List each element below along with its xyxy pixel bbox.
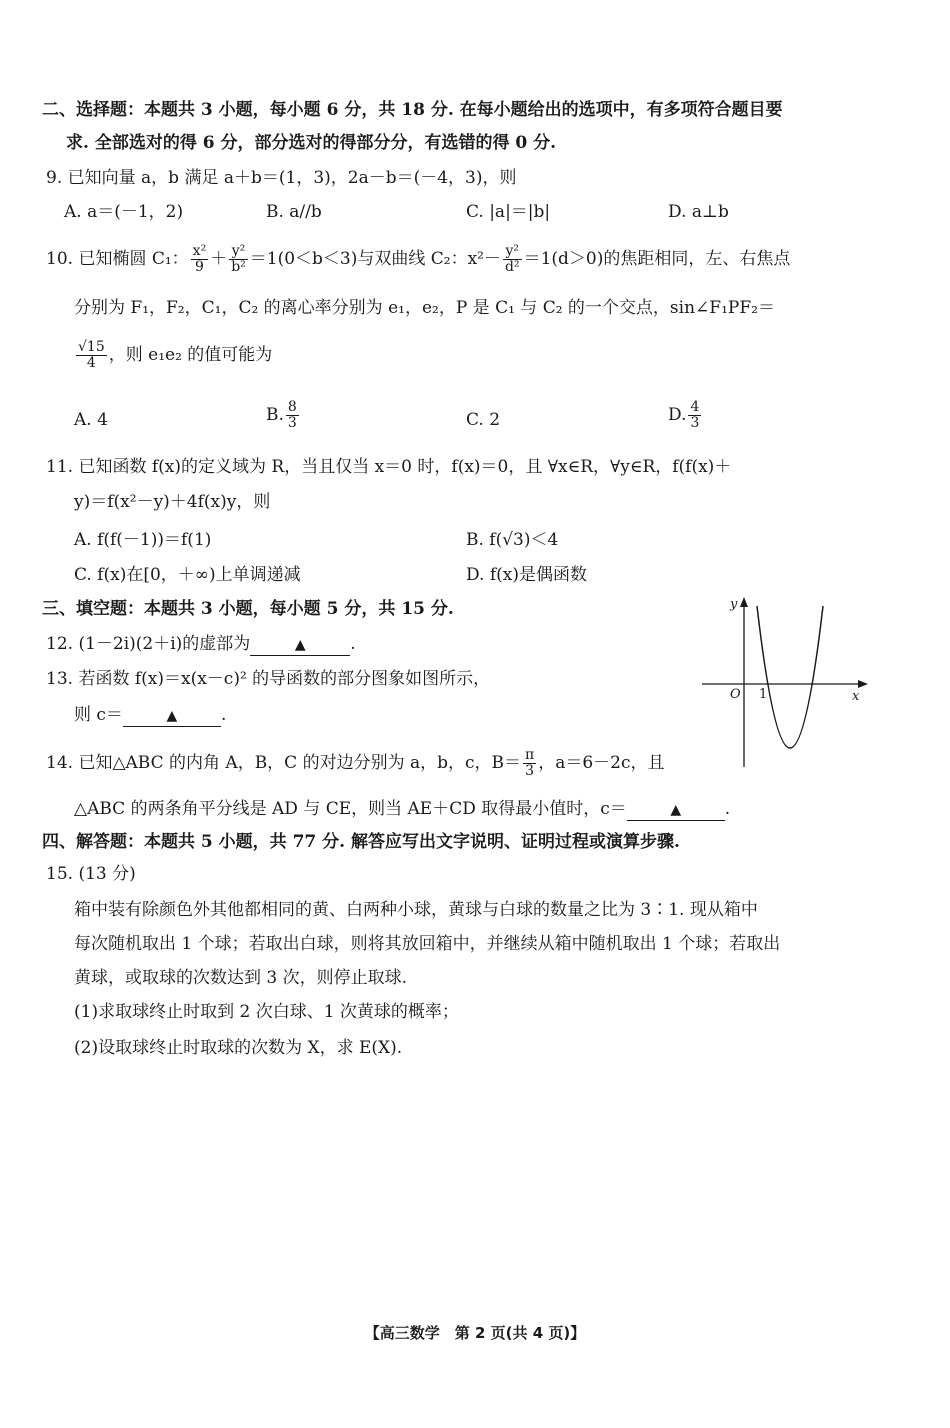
fraction-sqrt15-over-4: [76, 340, 107, 371]
question-15-sub-1: (1)求取球终止时取到 2 次白球、1 次黄球的概率；: [74, 1002, 459, 1022]
triangle-mark: ▲: [166, 708, 178, 724]
fraction-pi-over-3: [523, 748, 536, 779]
question-9-option-a: A. a＝(－1，2): [64, 202, 184, 222]
question-9-option-c: C. |a|＝|b|: [466, 202, 551, 222]
question-15-sub-2: (2)设取球终止时取球的次数为 X，求 E(X).: [74, 1038, 403, 1058]
question-14-text-1: 14. 已知△ABC 的内角 A，B，C 的对边分别为 a，b，c，B＝: [46, 753, 522, 773]
option-label: B.: [266, 405, 284, 425]
question-10-line-3: [74, 340, 272, 371]
question-11-option-d: D. f(x)是偶函数: [466, 565, 587, 585]
fraction-numerator: x²: [192, 243, 207, 259]
triangle-mark: ▲: [670, 802, 682, 818]
x-axis-label: x: [852, 689, 860, 704]
question-10-option-a: A. 4: [74, 410, 108, 430]
answer-blank: [250, 634, 350, 656]
x-axis-arrow: [858, 680, 868, 688]
fraction-denominator: 3: [287, 415, 297, 431]
answer-blank: [123, 705, 221, 727]
fraction-x2-over-9: [191, 244, 209, 275]
question-10-line-1: [46, 244, 790, 275]
option-label: D.: [668, 405, 687, 425]
fraction-denominator: 4: [86, 355, 96, 371]
question-15-line-1: 箱中装有除颜色外其他都相同的黄、白两种小球，黄球与白球的数量之比为 3∶1. 现从箱中: [74, 900, 758, 920]
fraction-numerator: y²: [503, 244, 522, 260]
fraction-numerator: y²: [229, 244, 248, 260]
section-4-title: 四、解答题：本题共 5 小题，共 77 分. 解答应写出文字说明、证明过程或演算步骤.: [42, 832, 680, 852]
derivative-graph: [700, 592, 870, 772]
answer-blank: [627, 799, 725, 821]
question-10-text-1: 10. 已知椭圆 C₁：: [46, 249, 189, 269]
question-13-text: 则 c＝: [74, 705, 123, 725]
question-14-tail: .: [724, 799, 731, 819]
fraction-y2-over-b2: [229, 244, 248, 275]
fraction-y2-over-d2: [503, 244, 522, 275]
question-14-text-3: △ABC 的两条角平分线是 AD 与 CE，则当 AE＋CD 取得最小值时，c＝: [74, 799, 627, 819]
question-15-line-2: 每次随机取出 1 个球；若取出白球，则将其放回箱中，并继续从箱中随机取出 1 个球；若取出: [74, 934, 781, 954]
fraction-denominator: 3: [525, 763, 535, 779]
question-9-stem: 9. 已知向量 a，b 满足 a＋b＝(1，3)，2a－b＝(－4，3)，则: [46, 168, 517, 188]
triangle-mark: ▲: [294, 637, 306, 653]
question-10-line-2: 分别为 F₁，F₂，C₁，C₂ 的离心率分别为 e₁，e₂，P 是 C₁ 与 C₂ 的一个交点，sin∠F₁PF₂＝: [74, 298, 775, 318]
question-14-line-1: [46, 748, 665, 779]
fraction-denominator: 3: [690, 415, 700, 431]
question-10-text-2: ＋: [210, 249, 228, 269]
question-15-head: 15. (13 分): [46, 864, 136, 884]
question-10-text-4: ＝1(d＞0)的焦距相同，左、右焦点: [523, 249, 791, 269]
question-15-line-3: 黄球，或取球的次数达到 3 次，则停止取球.: [74, 968, 408, 988]
question-14-text-2: ，a＝6－2c，且: [538, 753, 665, 773]
y-axis-arrow: [740, 597, 748, 607]
section-2-line-2: 求. 全部选对的得 6 分，部分选对的得部分分，有选错的得 0 分.: [66, 133, 557, 153]
question-12-tail: .: [350, 634, 356, 654]
section-2-line-1: 二、选择题：本题共 3 小题，每小题 6 分，共 18 分. 在每小题给出的选项中，有多项符合题目要: [42, 100, 783, 120]
question-11-option-c: C. f(x)在[0，＋∞)上单调递减: [74, 565, 301, 585]
x-tick-label: 1: [759, 687, 768, 702]
question-9-option-b: B. a//b: [266, 202, 322, 222]
question-13-tail: .: [220, 705, 227, 725]
question-13-line-1: 13. 若函数 f(x)＝x(x－c)² 的导函数的部分图象如图所示，: [46, 669, 491, 689]
y-axis-label: y: [730, 597, 738, 612]
fraction-4-over-3: [688, 400, 701, 431]
fraction-numerator: √15: [78, 339, 105, 355]
fraction-numerator: 8: [287, 399, 297, 415]
question-11-option-b: B. f(√3)＜4: [466, 530, 559, 550]
section-3-title: 三、填空题：本题共 3 小题，每小题 5 分，共 15 分.: [42, 599, 454, 619]
question-11-line-1: 11. 已知函数 f(x)的定义域为 R，当且仅当 x＝0 时，f(x)＝0，且 ∀x∈R，∀y∈R，f(f(x)＋: [46, 457, 732, 477]
question-10-option-d: [668, 400, 703, 431]
fraction-numerator: π: [525, 747, 535, 763]
fraction-denominator: d²: [505, 259, 520, 275]
question-12: [46, 632, 356, 656]
question-9-option-d: D. a⊥b: [668, 202, 729, 222]
fraction-8-over-3: [286, 400, 299, 431]
fraction-numerator: 4: [690, 399, 700, 415]
question-10-text-5: ，则 e₁e₂ 的值可能为: [108, 345, 273, 365]
question-14-line-2: [74, 797, 730, 821]
question-10-option-c: C. 2: [466, 410, 501, 430]
derivative-curve: [757, 606, 823, 748]
origin-label: O: [730, 687, 741, 702]
question-12-text: 12. (1－2i)(2＋i)的虚部为: [46, 634, 251, 654]
question-11-line-2: y)＝f(x²－y)＋4f(x)y，则: [74, 492, 271, 512]
question-10-text-3: ＝1(0＜b＜3)与双曲线 C₂：x²－: [249, 249, 501, 269]
page-footer: 【高三数学 第 2 页(共 4 页)】: [364, 1324, 586, 1342]
fraction-denominator: b²: [231, 259, 246, 275]
question-13-line-2: [74, 703, 226, 727]
question-10-option-b: [266, 400, 301, 431]
fraction-denominator: 9: [194, 259, 204, 275]
question-11-option-a: A. f(f(－1))＝f(1): [74, 530, 212, 550]
